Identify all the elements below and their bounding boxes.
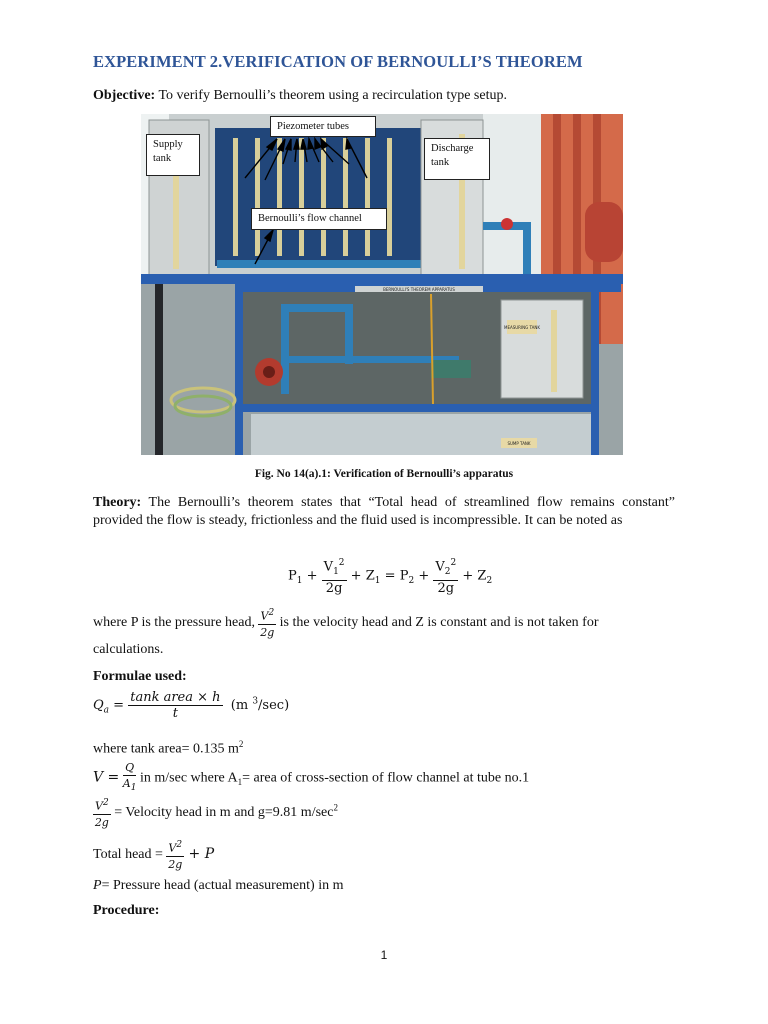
- velocity-formula: V = $\frac{Q}{A_1}$ in m/sec where $A_1=$ area of cross-section of flow channel at tube no.1: [93, 761, 530, 794]
- calculations-line: calculations.: [93, 642, 164, 657]
- theory-label: Theory:: [93, 495, 142, 510]
- qa-formula: $Q_a$ = $\frac{\text{tank area × h}}{t}$ (m $^3$/sec): [93, 690, 290, 721]
- plate-text: BERNOULLI'S THEOREM APPARATUS: [383, 287, 455, 292]
- label-flow-channel: Bernoulli’s flow channel: [251, 208, 387, 230]
- total-head-line: Total head = $\frac{V^2}{2g}$ + P: [93, 840, 215, 871]
- objective-paragraph: [93, 87, 507, 105]
- bernoulli-equation: $P_1$ + $\frac{V_1^2}{2g}$ + $Z_1 = P_2$ + $\frac{V_2^2}{2g}$ + $Z_2$: [288, 558, 493, 596]
- measuring-tank-text: MEASURING TANK: [504, 325, 540, 330]
- velocity-head-line: $\frac{V^2}{2g}$ = Velocity head in m and g=9.81 $m/\sec^2$: [94, 798, 338, 829]
- objective-text: To verify Bernoulli’s theorem using a recirculation type setup.: [155, 88, 507, 103]
- theory-text: The Bernoulli’s theorem states that “Total head of streamlined flow remains constant” provided the flow is steady, frictionless and the fluid used is incompressible. It can be noted as: [93, 495, 675, 528]
- formulae-label: Formulae used:: [93, 669, 187, 684]
- apparatus-illustration: [141, 114, 623, 455]
- figure-caption: Fig. No 14(a).1: Verification of Bernoulli’s apparatus: [254, 468, 514, 480]
- label-discharge-tank: Discharge tank: [424, 138, 490, 180]
- tank-area-line: where tank area= 0.135 $m^2$: [93, 739, 244, 757]
- procedure-label: Procedure:: [93, 903, 160, 918]
- theory-paragraph: [93, 494, 675, 530]
- objective-label: Objective:: [93, 88, 156, 103]
- sump-tank-text: SUMP TANK: [507, 441, 531, 446]
- where-p-line: where P is the pressure head, $\frac{V^2}{2g}$ is the velocity head and Z is constant and is not taken for: [93, 608, 599, 639]
- page-number: 1: [380, 948, 388, 962]
- label-piezometer-tubes: Piezometer tubes: [270, 116, 376, 137]
- apparatus-photo: [141, 114, 623, 455]
- page-title: EXPERIMENT 2.VERIFICATION OF BERNOULLI’S THEOREM: [93, 52, 583, 71]
- label-supply-tank: Supply tank: [146, 134, 200, 176]
- pressure-head-line: P= Pressure head (actual measurement) in m: [93, 878, 344, 893]
